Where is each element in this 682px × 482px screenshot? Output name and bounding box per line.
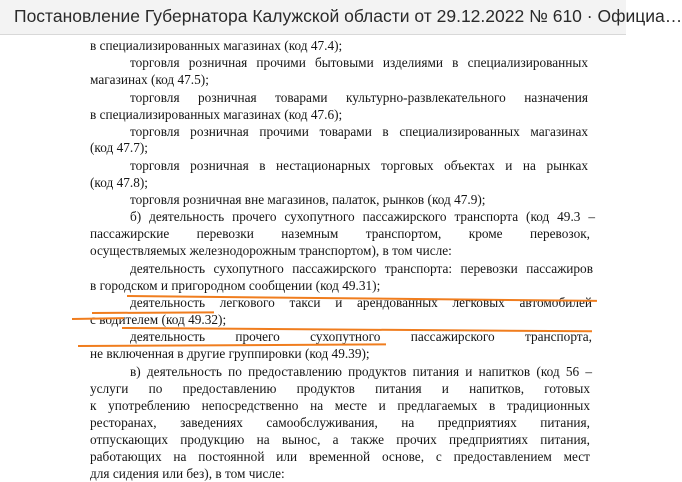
window-title: Постановление Губернатора Калужской области от 29.12.2022 № 610 · Официа… (14, 6, 682, 26)
doc-line: в специализированных магазинах (код 47.6); (90, 107, 343, 122)
doc-line: магазинах (код 47.5); (90, 72, 209, 87)
doc-line highlighted: с водителем (код 49.32); (90, 312, 227, 327)
doc-line: к употреблению непосредственно на месте и предлагаемых в традиционных (90, 398, 590, 413)
document-page (0, 34, 626, 481)
doc-line: (код 47.8); (90, 175, 148, 190)
doc-line: (код 47.7); (90, 140, 148, 155)
doc-line: в городском и пригородном сообщении (код 49.31); (90, 278, 381, 293)
window-titlebar (0, 0, 682, 35)
doc-line: торговля розничная вне магазинов, палаток, рынков (код 47.9); (130, 192, 486, 207)
doc-line: деятельность сухопутного пассажирского транспорта: перевозки пассажиров (130, 261, 593, 276)
doc-line: ресторанах, заведениях самообслуживания, на предприятиях питания, (90, 415, 590, 430)
doc-line: работающих на постоянной или временной основе, с предоставлением мест (90, 449, 590, 464)
doc-line: пассажирские перевозки наземным транспортом, кроме перевозок, (90, 226, 590, 241)
doc-line: б) деятельность прочего сухопутного пассажирского транспорта (код 49.3 – (130, 209, 595, 224)
doc-line: торговля розничная прочими товарами в специализированных магазинах (130, 124, 588, 139)
doc-line: осуществляемых железнодорожным транспортом), в том числе: (90, 243, 452, 258)
doc-line: услуги по предоставлению продуктов питания и напитков, готовых (90, 381, 590, 396)
doc-line: торговля розничная в нестационарных торговых объектах и на рынках (130, 158, 588, 173)
doc-line: для сидения или без), в том числе: (90, 466, 285, 481)
doc-line: отпускающих продукцию на вынос, а также прочих предприятиях питания, (90, 432, 590, 447)
doc-line highlighted: деятельность прочего сухопутного пассажирского транспорта, (130, 329, 592, 344)
doc-line: торговля розничная прочими бытовыми изделиями в специализированных (130, 55, 588, 70)
doc-line highlighted: не включенная в другие группировки (код 49.39); (90, 346, 370, 361)
doc-line highlighted: деятельность легкового такси и арендованных легковых автомобилей (130, 295, 592, 310)
doc-line: в) деятельность по предоставлению продуктов питания и напитков (код 56 – (130, 364, 592, 379)
doc-line: торговля розничная товарами культурно-развлекательного назначения (130, 90, 588, 105)
doc-line: в специализированных магазинах (код 47.4); (90, 38, 343, 53)
